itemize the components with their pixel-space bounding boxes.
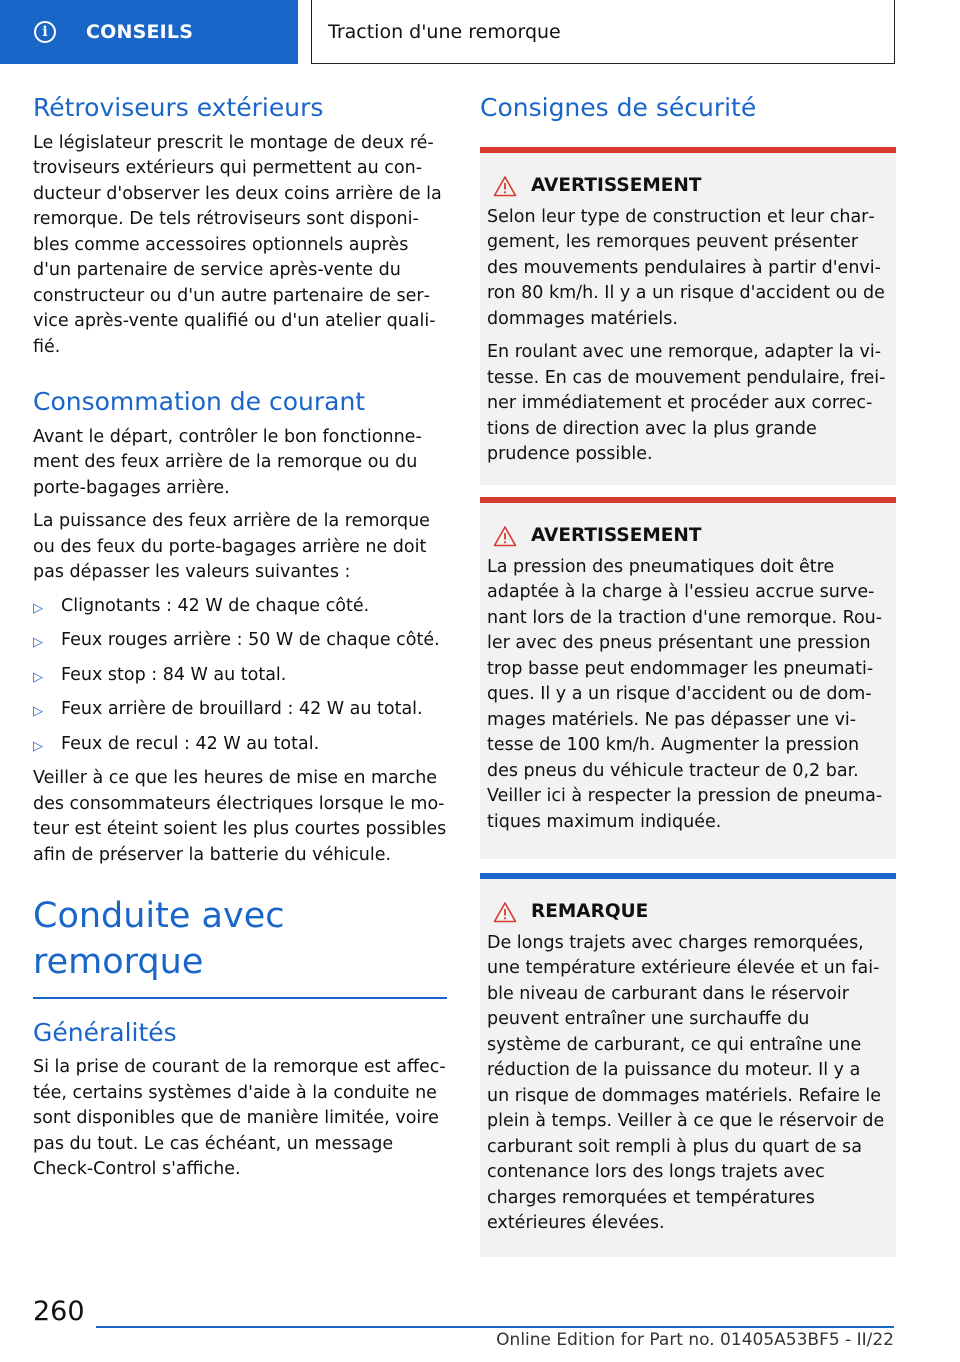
warning-box-tyre-pressure	[480, 497, 896, 859]
divider	[33, 997, 447, 999]
paragraph-mirrors: Le législateur prescrit le montage de deux rétroviseurs extérieurs qui permettent au conducteur d'observer les deux coins arrière de la remorque. De tels rétroviseurs sont disponibles comme accessoires optionnels auprès d'un partenaire de service après-vente du constructeur ou d'un autre partenaire de service après-vente qualifié ou d'un atelier qualifié.	[33, 132, 442, 357]
triangle-bullet-icon: ▷	[33, 600, 43, 616]
triangle-bullet-icon: ▷	[33, 669, 43, 685]
section-tab-label: CONSEILS	[86, 21, 194, 43]
list-item: ▷ Clignotants : 42 W de chaque côté.	[33, 594, 447, 622]
heading-driving-with-trailer: Conduite avec remorque	[33, 896, 285, 982]
warning-heading: AVERTISSEMENT	[531, 175, 702, 196]
list-item: ▷ Feux rouges arrière : 50 W de chaque côté.	[33, 628, 447, 656]
list-item: ▷ Feux stop : 84 W au total.	[33, 663, 447, 691]
triangle-bullet-icon: ▷	[33, 704, 43, 719]
warning-triangle-icon	[493, 901, 517, 923]
left-column	[33, 92, 447, 1191]
paragraph-general: Si la prise de courant de la remorque est affectée, certains systèmes d'aide à la conduite ne sont disponibles que de manière limitée, voire pas du tout. Le cas échéant, un message Check-Control s'affiche.	[33, 1057, 446, 1179]
info-icon: i	[34, 21, 56, 43]
heading-safety: Consignes de sécurité	[480, 93, 757, 122]
paragraph-battery: Veiller à ce que les heures de mise en marche des consommateurs électriques lorsque le moteur est éteint soient les plus courtes possibles afin de préserver la batterie du véhicule.	[33, 768, 447, 865]
list-item: ▷ Feux arrière de brouillard : 42 W au total.	[33, 697, 447, 725]
chapter-title: Traction d'une remorque	[328, 20, 561, 43]
triangle-bullet-icon: ▷	[33, 635, 43, 650]
warning-triangle-icon	[493, 175, 517, 197]
heading-power-consumption: Consommation de courant	[33, 387, 366, 416]
warning-heading: AVERTISSEMENT	[531, 525, 702, 546]
warning-text: Selon leur type de construction et leur chargement, les remorques peuvent présenter des mouvements pendulaires à partir d'environ 80 km/h. Il y a un risque d'accident ou de dommages matériels.	[487, 206, 885, 329]
note-text: De longs trajets avec charges remorquées, une température extérieure élevée et un faible niveau de carburant dans le réservoir peuvent entraîner une surchauffe du système de carburant, ce qui entraîne une réduction de la puissance du moteur. Il y a un risque de dommages matériels. Refaire le plein à temps. Veiller à ce que le réservoir de carburant soit rempli à plus du quart de sa contenance lors des longs trajets avec charges remorquées et températures extérieures élevées.	[487, 932, 885, 1233]
triangle-bullet-icon: ▷	[33, 738, 43, 754]
list-item: ▷ Feux de recul : 42 W au total.	[33, 732, 447, 760]
warning-text: En roulant avec une remorque, adapter la vitesse. En cas de mouvement pendulaire, freiner immédiatement et procéder aux corrections de direction avec la plus grande prudence possible.	[487, 342, 886, 464]
heading-general: Généralités	[33, 1017, 177, 1047]
warning-box-swaying	[480, 147, 896, 485]
chapter-header	[311, 0, 895, 64]
page-number: 260	[33, 1296, 85, 1327]
edition-text: Online Edition for Part no. 01405A53BF5 - II/22	[496, 1330, 894, 1350]
note-box-fuel	[480, 873, 896, 1257]
power-limits-list	[33, 594, 447, 760]
heading-mirrors: Rétroviseurs extérieurs	[33, 93, 324, 122]
paragraph-check-lights: Avant le départ, contrôler le bon fonctionnement des feux arrière de la remorque ou du porte-bagages arrière.	[33, 426, 422, 498]
section-tab[interactable]	[0, 0, 298, 64]
paragraph-power-limits: La puissance des feux arrière de la remorque ou des feux du porte-bagages arrière ne doit pas dépasser les valeurs suivantes :	[33, 511, 430, 582]
footer-divider	[96, 1326, 894, 1328]
right-column	[480, 92, 896, 1257]
warning-triangle-icon	[493, 525, 517, 547]
warning-text: La pression des pneumatiques doit être adaptée à la charge à l'essieu accrue survenant lors de la traction d'une remorque. Rouler avec des pneus présentant une pression trop basse peut endommager les pneumatiques. Il y a un risque d'accident ou de dommages matériels. Ne pas dépasser une vitesse de 100 km/h. Augmenter la pression des pneus du véhicule tracteur de 0,2 bar. Veiller ici à respecter la pression de pneumatiques maximum indiquée.	[487, 556, 883, 832]
note-heading: REMARQUE	[531, 901, 649, 922]
